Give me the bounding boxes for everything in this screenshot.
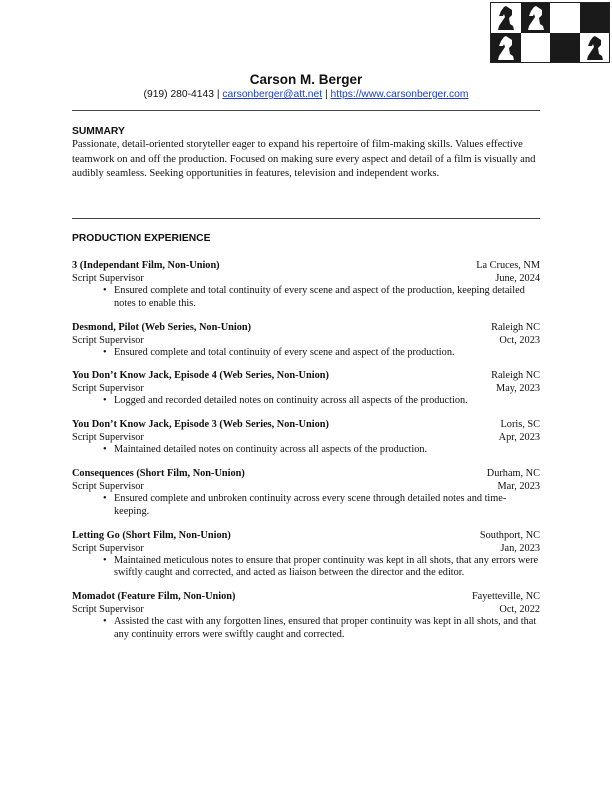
job-role: Script Supervisor (72, 383, 144, 395)
job-title: Momadot (Feature Film, Non-Union) (72, 591, 236, 603)
job-entry (72, 467, 540, 519)
job-entry (72, 418, 540, 457)
website-link[interactable]: https://www.carsonberger.com (330, 89, 469, 100)
job-bullet: • Ensured complete and total continuity of every scene and aspect of the production, keeping detailed notes to enable this. (114, 285, 540, 311)
job-role: Script Supervisor (72, 480, 144, 492)
job-title: Consequences (Short Film, Non-Union) (72, 467, 245, 479)
job-list (72, 259, 540, 652)
job-date: May, 2023 (496, 383, 540, 395)
job-location: Loris, SC (500, 419, 540, 431)
logo-square (521, 3, 551, 33)
resume-header (72, 71, 540, 102)
job-title: You Don’t Know Jack, Episode 4 (Web Series, Non-Union) (72, 370, 329, 382)
job-role: Script Supervisor (72, 432, 144, 444)
job-date: Oct, 2022 (499, 604, 540, 616)
logo-square (580, 3, 610, 33)
chess-logo (490, 2, 610, 63)
job-bullet: • Ensured complete and unbroken continuity across every scene through detailed notes and time-keeping. (114, 493, 540, 519)
job-date: Oct, 2023 (499, 334, 540, 346)
logo-square (550, 3, 580, 33)
divider (72, 218, 540, 219)
knight-icon (524, 4, 548, 32)
knight-icon (494, 34, 518, 62)
job-location: Southport, NC (479, 529, 540, 541)
job-entry (72, 321, 540, 360)
job-bullet: • Assisted the cast with any forgotten lines, ensured that proper continuity was kept in all shots, and that any continuity errors were swiftly caught and corrected. (114, 616, 540, 642)
knight-icon (494, 4, 518, 32)
job-date: June, 2024 (495, 273, 540, 284)
job-date: Mar, 2023 (497, 480, 540, 492)
job-date: Jan, 2023 (500, 542, 540, 554)
summary-heading: SUMMARY (72, 126, 125, 137)
job-entry (72, 369, 540, 408)
job-role: Script Supervisor (72, 273, 144, 284)
job-location: Durham, NC (486, 467, 540, 479)
job-role: Script Supervisor (72, 604, 144, 616)
logo-square (521, 33, 551, 63)
job-location: Raleigh NC (491, 370, 540, 382)
phone-number: (919) 280-4143 (143, 89, 214, 100)
job-bullet: • Logged and recorded detailed notes on continuity across all aspects of the production. (114, 395, 540, 408)
separator: | (213, 89, 223, 100)
job-title: Desmond, Pilot (Web Series, Non-Union) (72, 321, 252, 333)
job-entry (72, 529, 540, 581)
job-bullet: • Maintained meticulous notes to ensure that proper continuity was kept in all shots, that any errors were swiftly caught and corrected, and acted as liaison between the director and the editor. (114, 555, 540, 581)
job-role: Script Supervisor (72, 334, 144, 346)
experience-heading: PRODUCTION EXPERIENCE (72, 233, 211, 244)
logo-square (550, 33, 580, 63)
logo-square (491, 3, 521, 33)
email-link[interactable]: carsonberger@att.net (222, 89, 323, 100)
knight-icon (583, 34, 607, 62)
logo-square (491, 33, 521, 63)
job-title: Letting Go (Short Film, Non-Union) (72, 529, 231, 541)
summary-text: Passionate, detail-oriented storyteller eager to expand his repertoire of film-making skills. Values effective teamwork on and off the production. Focused on making sure every aspect and detail of a film is visually and audibly seamless. Seeking opportunities in features, television and independent works. (72, 139, 536, 179)
separator: | (322, 89, 331, 100)
candidate-name: Carson M. Berger (249, 72, 363, 87)
job-bullet: • Ensured complete and total continuity of every scene and aspect of the production. (114, 347, 540, 360)
job-entry (72, 590, 540, 642)
job-location: Raleigh NC (491, 321, 540, 333)
contact-line (72, 88, 540, 102)
job-location: Fayetteville, NC (471, 591, 540, 603)
job-date: Apr, 2023 (498, 432, 540, 444)
job-role: Script Supervisor (72, 542, 144, 554)
logo-square (580, 33, 610, 63)
job-title: You Don’t Know Jack, Episode 3 (Web Series, Non-Union) (72, 419, 329, 431)
job-location: La Cruces, NM (476, 260, 540, 271)
job-title: 3 (Independant Film, Non-Union) (72, 260, 220, 271)
job-entry (72, 259, 540, 311)
divider (72, 110, 540, 111)
job-bullet: • Maintained detailed notes on continuity across all aspects of the production. (114, 444, 540, 457)
